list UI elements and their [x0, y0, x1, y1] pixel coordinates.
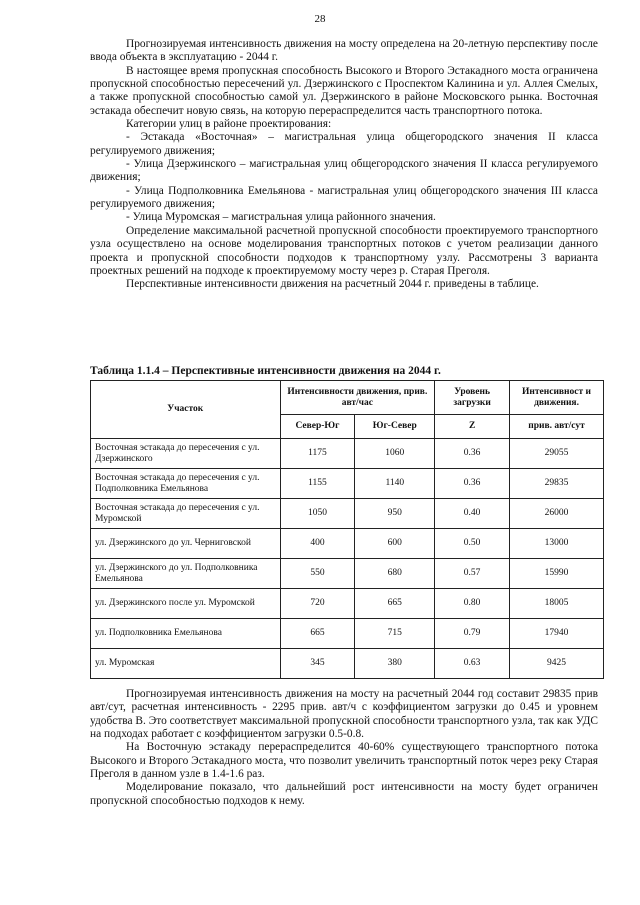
table-caption: Таблица 1.1.4 – Перспективные интенсивности движения на 2044 г.	[90, 365, 441, 377]
cell-z: 0.57	[435, 559, 510, 589]
paragraph: Определение максимальной расчетной пропускной способности проектируемого транспортного узла осуществлено на основе моделирования транспортных потоков с учетом реализации данного проекта и пропускной способности подходов к транспортному узлу. Рассмотрены 3 варианта проектных решений на подходе к проектируемому мосту через р. Старая Преголя.	[90, 224, 598, 277]
header-per-day: прив. авт/сут	[510, 415, 604, 439]
cell-south-north: 715	[355, 619, 435, 649]
cell-section: ул. Муромская	[91, 649, 281, 679]
header-daily-intensity: Интенсивност и движения.	[510, 381, 604, 415]
cell-south-north: 665	[355, 589, 435, 619]
list-item: - Улица Подполковника Емельянова - магистральная улиц общегородского значения III класса регулируемого движения;	[90, 184, 598, 211]
paragraph: В настоящее время пропускная способность Высокого и Второго Эстакадного моста ограничена пропускной способностью пересечений ул. Дзержинского с Проспектом Калинина и ул. Аллея Смелых, а также пропускной способностью самой ул. Дзержинского в районе Московского рынка. Восточная эстакада обеспечит новую связь, на которую перераспределится часть транспортного потока.	[90, 64, 598, 117]
header-intensity-group: Интенсивности движения, прив. авт/час	[280, 381, 435, 415]
cell-north-south: 1175	[280, 439, 355, 469]
cell-z: 0.36	[435, 439, 510, 469]
list-item: - Эстакада «Восточная» – магистральная улица общегородского значения II класса регулируемого движения;	[90, 131, 598, 157]
cell-z: 0.79	[435, 619, 510, 649]
cell-section: Восточная эстакада до пересечения с ул. Муромской	[91, 499, 281, 529]
cell-section: Восточная эстакада до пересечения с ул. Дзержинского	[91, 439, 281, 469]
cell-daily: 29055	[510, 439, 604, 469]
paragraph: Прогнозируемая интенсивность движения на мосту на расчетный 2044 год составит 29835 прив авт/сут, расчетная интенсивность - 2295 прив. авт/ч с коэффициентом загрузки до 0.45 и уровнем удобства В. Это соответствует максимальной пропускной способности транспортного узла, так как УДС на подходах работает с коэффициентом загрузки 0.5-0.8.	[90, 688, 598, 741]
page-number: 28	[314, 13, 326, 25]
cell-z: 0.80	[435, 589, 510, 619]
cell-daily: 26000	[510, 499, 604, 529]
paragraph: Категории улиц в районе проектирования:	[126, 118, 332, 131]
cell-z: 0.63	[435, 649, 510, 679]
cell-daily: 29835	[510, 469, 604, 499]
cell-section: ул. Дзержинского после ул. Муромской	[91, 589, 281, 619]
cell-north-south: 1050	[280, 499, 355, 529]
header-z: Z	[435, 415, 510, 439]
cell-z: 0.40	[435, 499, 510, 529]
cell-section: ул. Подполковника Емельянова	[91, 619, 281, 649]
table-row	[91, 589, 604, 619]
paragraph: Прогнозируемая интенсивность движения на мосту определена на 20-летную перспективу после ввода объекта в эксплуатацию - 2044 г.	[90, 38, 598, 64]
cell-z: 0.50	[435, 529, 510, 559]
cell-north-south: 550	[280, 559, 355, 589]
header-north-south: Север-Юг	[280, 415, 355, 439]
list-item: - Улица Дзержинского – магистральная улиц общегородского значения II класса регулируемого движения;	[90, 158, 598, 184]
cell-daily: 18005	[510, 589, 604, 619]
list-item: - Улица Муромская – магистральная улица районного значения.	[126, 211, 436, 224]
cell-south-north: 600	[355, 529, 435, 559]
cell-daily: 13000	[510, 529, 604, 559]
cell-north-south: 720	[280, 589, 355, 619]
header-load-level: Уровень загрузки	[435, 381, 510, 415]
cell-south-north: 950	[355, 499, 435, 529]
cell-south-north: 1140	[355, 469, 435, 499]
cell-daily: 15990	[510, 559, 604, 589]
cell-south-north: 1060	[355, 439, 435, 469]
paragraph: На Восточную эстакаду перераспределится 40-60% существующего транспортного потока Высокого и Второго Эстакадного моста, что позволит увеличить транспортный поток через реку Старая Преголя в данном узле в 1.4-1.6 раз.	[90, 741, 598, 781]
header-south-north: Юг-Север	[355, 415, 435, 439]
paragraph: Перспективные интенсивности движения на расчетный 2044 г. приведены в таблице.	[126, 278, 539, 291]
table-row	[91, 439, 604, 469]
cell-z: 0.36	[435, 469, 510, 499]
table-row	[91, 469, 604, 499]
cell-section: ул. Дзержинского до ул. Подполковника Емельянова	[91, 559, 281, 589]
table-row	[91, 619, 604, 649]
cell-north-south: 1155	[280, 469, 355, 499]
header-section: Участок	[91, 381, 281, 439]
table-row	[91, 529, 604, 559]
cell-south-north: 680	[355, 559, 435, 589]
cell-north-south: 345	[280, 649, 355, 679]
cell-north-south: 665	[280, 619, 355, 649]
cell-north-south: 400	[280, 529, 355, 559]
cell-section: ул. Дзержинского до ул. Черниговской	[91, 529, 281, 559]
paragraph: Моделирование показало, что дальнейший рост интенсивности на мосту будет ограничен пропускной способностью подходов к нему.	[90, 781, 598, 807]
body-text-bottom	[90, 688, 598, 808]
table-row	[91, 499, 604, 529]
intensity-table	[90, 380, 604, 679]
cell-daily: 17940	[510, 619, 604, 649]
cell-section: Восточная эстакада до пересечения с ул. Подполковника Емельянова	[91, 469, 281, 499]
body-text-top	[90, 38, 598, 292]
cell-daily: 9425	[510, 649, 604, 679]
table-header-row	[91, 381, 604, 415]
table-row	[91, 559, 604, 589]
table-row	[91, 649, 604, 679]
cell-south-north: 380	[355, 649, 435, 679]
